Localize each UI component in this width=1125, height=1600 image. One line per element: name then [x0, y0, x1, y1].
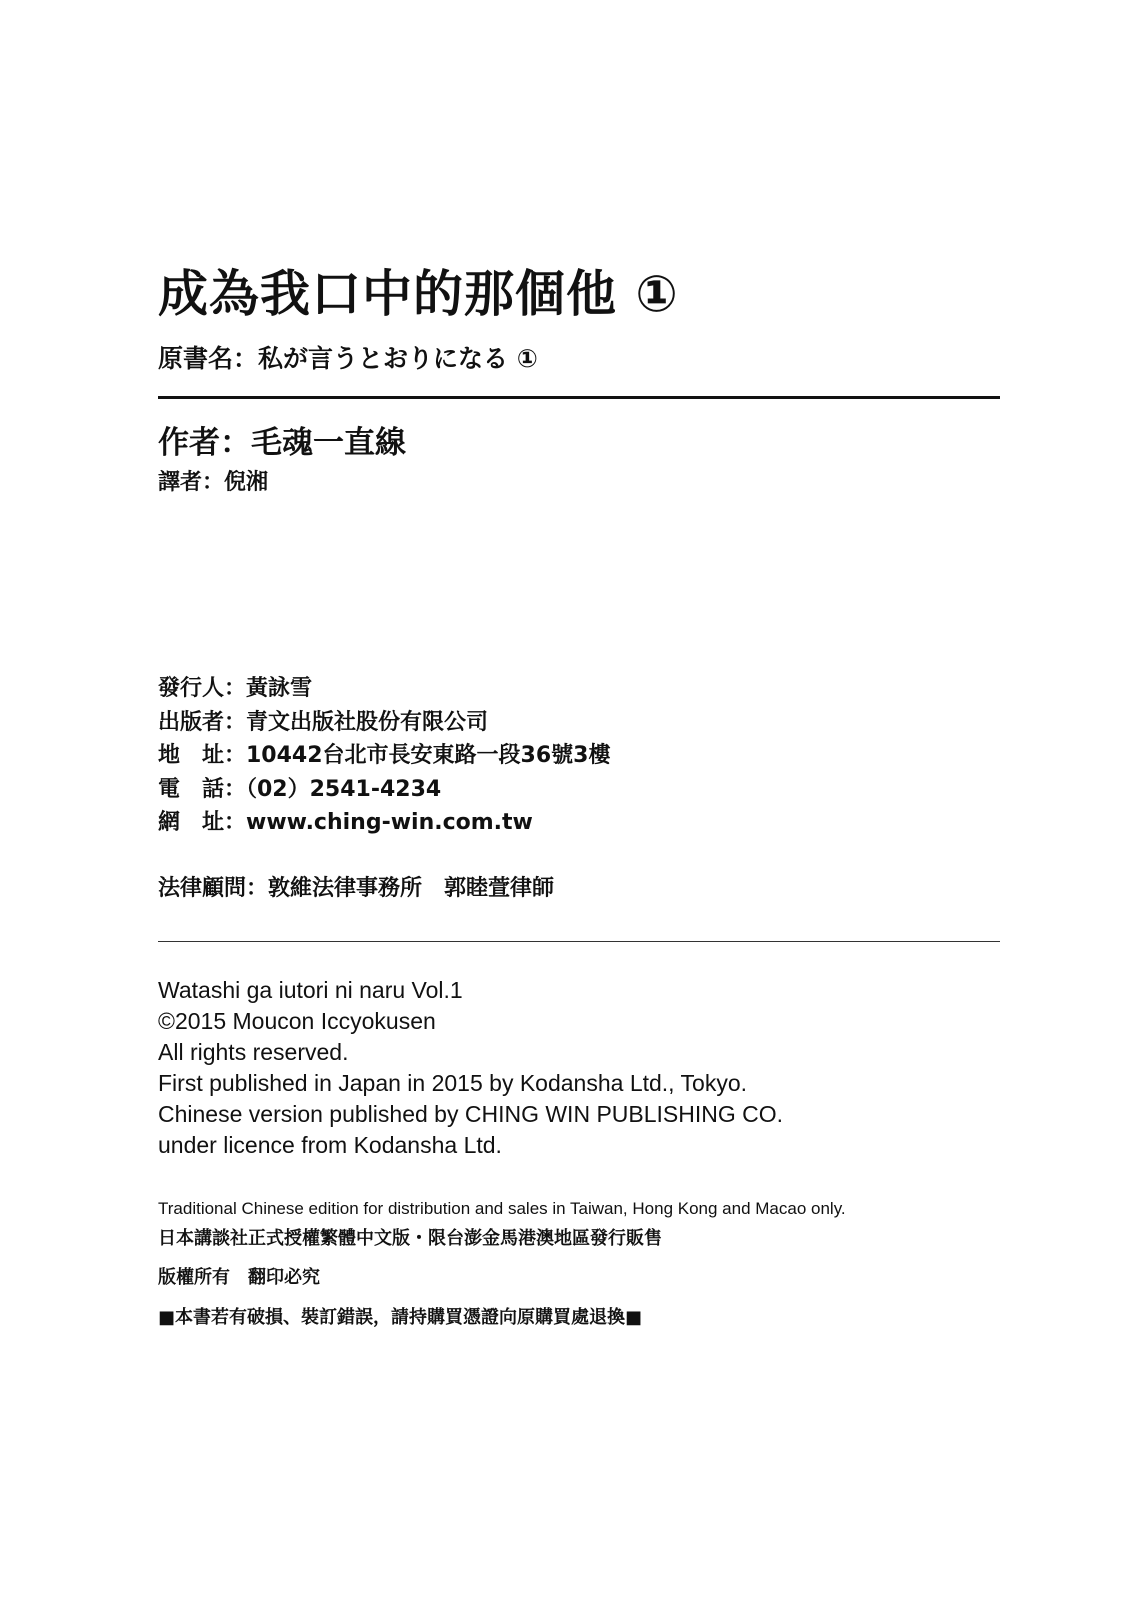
- english-line: First published in Japan in 2015 by Kodansha Ltd., Tokyo.: [158, 1070, 748, 1096]
- website-line: 網 址：www.ching-win.com.tw: [158, 810, 533, 835]
- book-title: 成為我口中的那個他 ①: [158, 265, 679, 323]
- issuer-line: 發行人：黃詠雪: [158, 676, 313, 701]
- publisher-info: [158, 672, 610, 840]
- rights-reserved: 版權所有 翻印必究: [158, 1267, 320, 1288]
- distribution-note-en: Traditional Chinese edition for distribution and sales in Taiwan, Hong Kong and Macao only.: [158, 1199, 846, 1218]
- english-credits: [158, 975, 783, 1161]
- english-line: Chinese version published by CHING WIN PUBLISHING CO.: [158, 1101, 784, 1127]
- english-line: under licence from Kodansha Ltd.: [158, 1132, 502, 1158]
- return-notice: ■本書若有破損、裝訂錯誤，請持購買憑證向原購買處退換■: [158, 1307, 643, 1328]
- author-line: 作者：毛魂一直線: [158, 425, 406, 461]
- address-line: 地 址：10442台北市長安東路一段36號3樓: [158, 743, 611, 768]
- distribution-note-zh: 日本講談社正式授權繁體中文版・限台澎金馬港澳地區發行販售: [158, 1228, 662, 1249]
- section-divider: [158, 941, 1000, 942]
- english-line: Watashi ga iutori ni naru Vol.1: [158, 977, 463, 1003]
- legal-advisor-line: 法律顧問：敦維法律事務所 郭睦萱律師: [158, 876, 555, 901]
- english-line: ©2015 Moucon Iccyokusen: [158, 1008, 436, 1034]
- phone-line: 電 話：（02）2541-4234: [158, 776, 442, 802]
- title-divider: [158, 396, 1000, 399]
- publisher-line: 出版者：青文出版社股份有限公司: [158, 709, 489, 735]
- translator-line: 譯者：倪湘: [158, 470, 269, 495]
- english-line: All rights reserved.: [158, 1039, 349, 1065]
- original-title: 原書名：私が言うとおりになる ①: [158, 344, 538, 373]
